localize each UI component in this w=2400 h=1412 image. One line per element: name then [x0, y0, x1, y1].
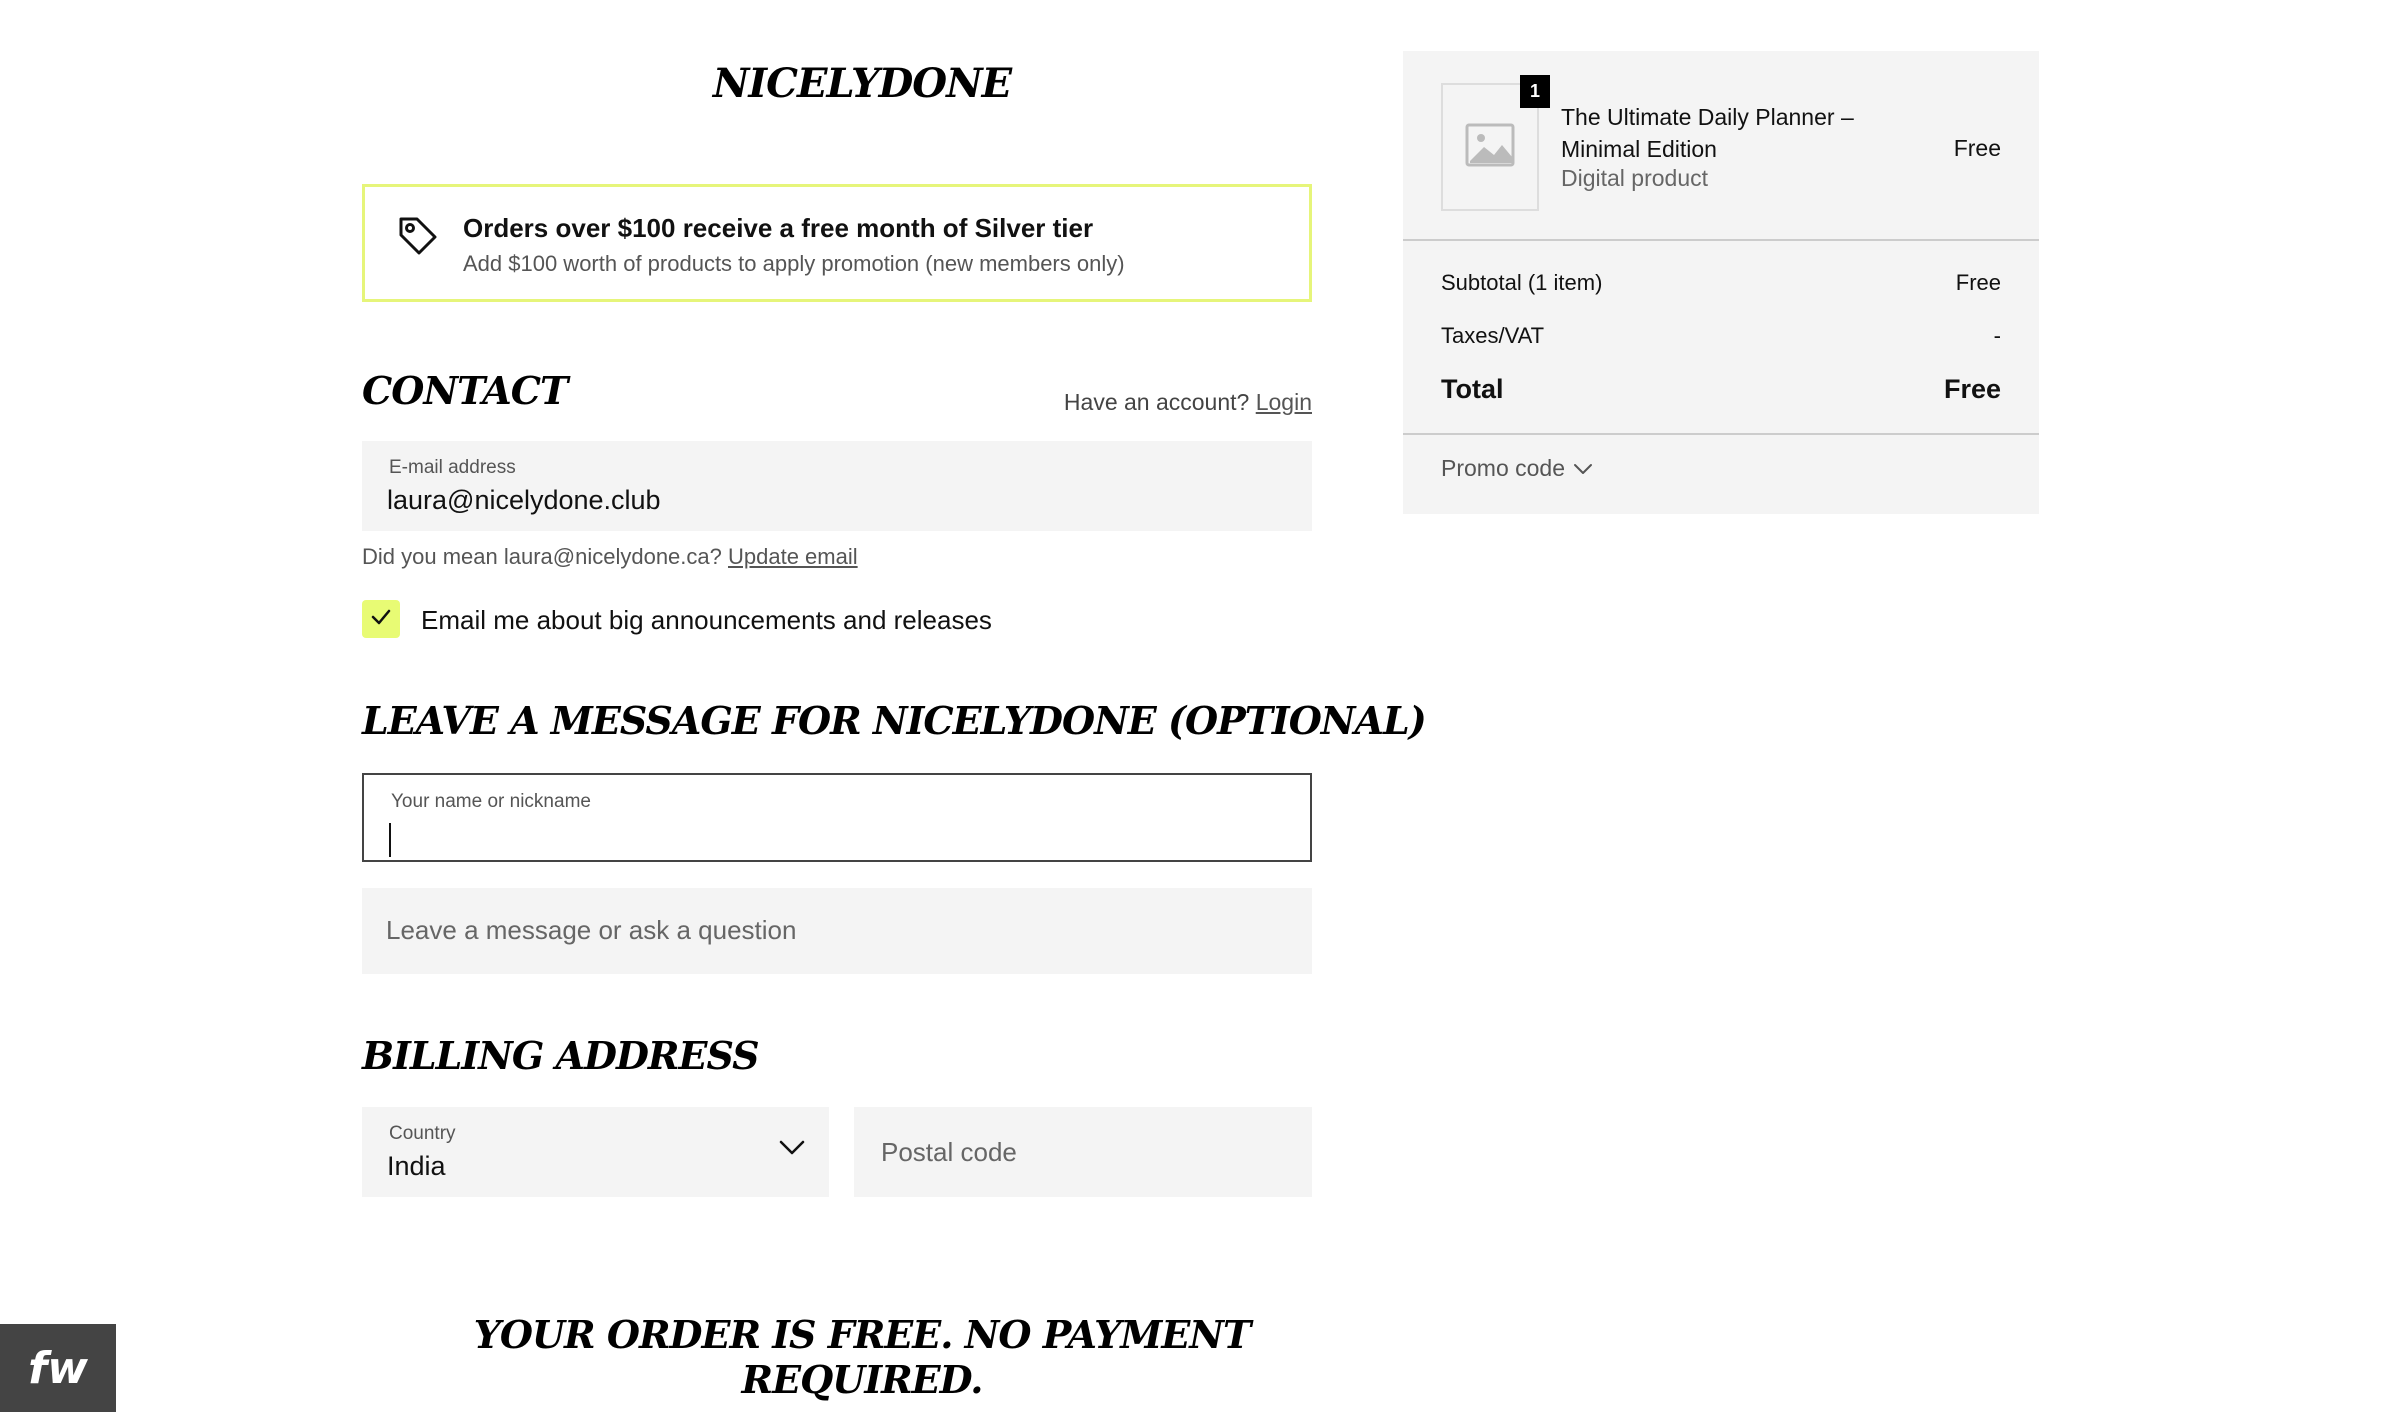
name-field[interactable] [362, 773, 1312, 862]
text-caret [389, 823, 391, 857]
chevron-down-icon [1573, 455, 1593, 482]
account-prompt-text: Have an account? [1063, 389, 1250, 415]
postal-code-placeholder: Postal code [881, 1137, 1017, 1167]
email-field-label: E-mail address [389, 457, 516, 478]
check-icon [370, 606, 392, 633]
product-type: Digital product [1561, 165, 1709, 191]
summary-divider [1403, 239, 2039, 241]
country-value: India [387, 1151, 446, 1181]
account-prompt [1064, 389, 1312, 416]
product-name: The Ultimate Daily Planner – Minimal Edition [1561, 104, 1854, 162]
email-field-value[interactable]: laura@nicelydone.club [387, 485, 661, 515]
subtotal-value: Free [1955, 270, 2001, 295]
country-select[interactable] [362, 1107, 829, 1197]
billing-heading: BILLING ADDRESS [362, 1033, 759, 1078]
newsletter-checkbox[interactable] [362, 600, 400, 638]
country-label: Country [389, 1123, 456, 1144]
tag-icon [395, 213, 441, 259]
promo-code-label: Promo code [1441, 455, 1566, 481]
total-value: Free [1943, 374, 2001, 404]
promo-banner [362, 184, 1312, 302]
promo-code-toggle[interactable] [1441, 455, 1593, 482]
postal-code-field[interactable] [854, 1107, 1312, 1197]
name-field-label: Your name or nickname [391, 791, 591, 812]
quantity-badge: 1 [1520, 75, 1550, 108]
fw-badge[interactable]: fw [0, 1324, 116, 1412]
email-suggestion-text: Did you mean laura@nicelydone.ca? [362, 544, 722, 569]
free-order-note: YOUR ORDER IS FREE. NO PAYMENT REQUIRED. [473, 1312, 1251, 1402]
newsletter-label[interactable]: Email me about big announcements and releases [421, 605, 992, 635]
taxes-value: - [1993, 323, 2001, 348]
message-placeholder: Leave a message or ask a question [386, 915, 797, 945]
email-suggestion [362, 544, 858, 570]
image-placeholder-icon [1464, 119, 1516, 176]
summary-divider [1403, 433, 2039, 435]
login-link[interactable]: Login [1255, 389, 1312, 415]
message-heading: LEAVE A MESSAGE FOR NICELYDONE (OPTIONAL) [362, 698, 1426, 743]
email-field[interactable] [362, 441, 1312, 531]
product-price: Free [1953, 135, 2001, 161]
promo-subtitle: Add $100 worth of products to apply promotion (new members only) [463, 251, 1125, 276]
chevron-down-icon [779, 1139, 805, 1162]
message-field[interactable] [362, 888, 1312, 974]
promo-title: Orders over $100 receive a free month of Silver tier [463, 213, 1094, 243]
brand-logo: NICELYDONE [712, 60, 1012, 107]
taxes-label: Taxes/VAT [1441, 323, 1545, 348]
order-summary [1403, 51, 2039, 514]
total-label: Total [1441, 374, 1504, 404]
update-email-link[interactable]: Update email [728, 544, 858, 569]
subtotal-label: Subtotal (1 item) [1441, 270, 1603, 295]
contact-heading: CONTACT [362, 368, 568, 413]
